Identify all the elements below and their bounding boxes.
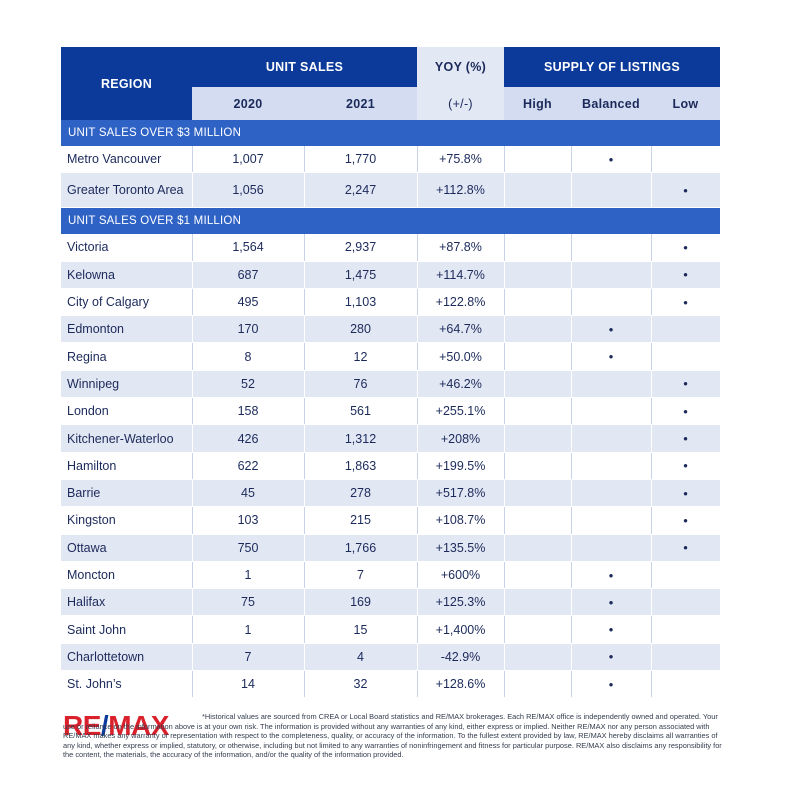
year-2021-header: 2021 [304,87,417,120]
table-row [61,480,720,507]
table-row [61,371,720,398]
supply-indicator-dot: • [608,622,614,638]
sales-2021-cell: 561 [350,404,371,419]
sales-2020-cell: 75 [241,595,255,610]
supply-low-cell [651,671,720,697]
region-cell: Greater Toronto Area [67,183,184,198]
region-cell: Saint John [67,622,127,637]
supply-low-cell [651,343,720,369]
yoy-cell: +50.0% [439,349,482,364]
supply-high-cell [504,398,571,424]
supply-low-cell [651,234,720,260]
logo-slash: / [100,710,109,741]
supply-balanced-cell [571,562,651,588]
supply-low-cell [651,316,720,342]
supply-high-cell [504,480,571,506]
yoy-cell: +1,400% [435,622,486,637]
supply-high-cell [504,671,571,697]
table-row [61,425,720,452]
region-cell: St. John’s [67,677,122,692]
table-row [61,453,720,480]
region-cell: Kingston [67,513,116,528]
low-header: Low [651,87,720,120]
yoy-cell: +64.7% [439,322,482,337]
supply-indicator-dot: • [683,267,688,283]
supply-high-cell [504,535,571,561]
supply-low-cell [651,146,720,172]
sales-2020-cell: 750 [237,540,259,555]
high-header: High [504,87,571,120]
sales-2020-cell: 426 [237,431,259,446]
balanced-header: Balanced [571,87,651,120]
region-cell: Metro Vancouver [67,152,162,167]
supply-low-cell [651,644,720,670]
supply-high-cell [504,262,571,288]
sales-2020-cell: 103 [237,513,259,528]
supply-balanced-cell [571,507,651,533]
yoy-cell: +517.8% [435,486,486,501]
sales-2020-cell: 8 [244,349,252,364]
yoy-cell: +108.7% [435,513,486,528]
sales-2020-cell: 622 [237,458,259,473]
supply-indicator-dot: • [608,594,614,610]
sales-2020-cell: 158 [237,404,259,419]
region-cell: Kitchener-Waterloo [67,431,174,446]
supply-high-cell [504,289,571,315]
yoy-cell: +255.1% [435,404,486,419]
supply-indicator-dot: • [683,376,688,392]
sales-2021-cell: 1,766 [344,540,377,555]
supply-high-cell [504,589,571,615]
table-row [61,262,720,289]
supply-low-cell [651,480,720,506]
sales-table [61,47,720,698]
yoy-cell: +199.5% [435,458,486,473]
sales-2020-cell: 170 [237,322,259,337]
supply-indicator-dot: • [683,512,688,528]
sales-2021-cell: 76 [353,376,368,391]
yoy-cell: +208% [440,431,481,446]
sales-2021-cell: 1,770 [344,152,377,167]
supply-low-cell [651,262,720,288]
table-row [61,398,720,425]
region-cell: Moncton [67,568,115,582]
sales-2021-cell: 7 [357,568,364,582]
logo-text-re: RE [63,710,101,741]
supply-low-cell [651,289,720,315]
sales-2021-cell: 1,475 [344,267,377,282]
supply-balanced-cell [571,234,651,260]
supply-low-cell [651,616,720,642]
supply-indicator-dot: • [683,403,688,419]
year-2020-header: 2020 [192,87,304,120]
supply-high-cell [504,146,571,172]
sales-2020-cell: 495 [237,295,259,310]
supply-indicator-dot: • [683,540,688,556]
supply-indicator-dot: • [608,321,614,337]
supply-balanced-cell [571,343,651,369]
logo-text-max: MAX [108,710,169,741]
supply-balanced-cell [571,480,651,506]
supply-indicator-dot: • [683,485,688,501]
sales-2020-cell: 1,564 [232,240,264,255]
supply-indicator-dot: • [608,349,614,365]
supply-high-cell [504,507,571,533]
supply-balanced-cell [571,371,651,397]
supply-high-cell [504,562,571,588]
table-row [61,562,720,589]
supply-balanced-cell [571,616,651,642]
yoy-header: YOY (%) [417,47,504,87]
disclaimer-text: *Historical values are sourced from CREA or Local Board statistics and RE/MAX brokerages. Each RE/MAX office is independently owned and operated. Your use or reliance on the information above is at your own risk. The information is provided without any warranties of any kind, either express or implied. Neither RE/MAX nor any person associated with RE/MAX makes any warranty or representation with respect to the completeness, quality, or accuracy of the information. To the fullest extent provided by law, RE/MAX hereby disclaims all warranties of any kind, whether express or implied, statutory, or otherwise, including but not limited to any warranties of noninfringement and fitness for particular purpose. RE/MAX also disclaims any responsibility for the content, the materials, the accuracy of the information, and/or the quality of the information provided. [63,712,722,760]
supply-balanced-cell [571,146,651,172]
supply-balanced-cell [571,289,651,315]
supply-indicator-dot: • [608,567,614,583]
supply-high-cell [504,343,571,369]
supply-balanced-cell [571,262,651,288]
supply-balanced-cell [571,589,651,615]
region-cell: Edmonton [67,322,124,337]
region-cell: Kelowna [67,267,115,282]
yoy-cell: +122.8% [435,295,486,310]
table-row [61,616,720,643]
yoy-cell: +114.7% [436,267,485,282]
region-cell: Barrie [67,486,101,501]
supply-balanced-cell [571,425,651,451]
sales-2020-cell: 52 [241,376,255,391]
table-row [61,507,720,534]
region-header: REGION [61,47,192,120]
supply-low-cell [651,507,720,533]
unit-sales-header: UNIT SALES [192,47,417,87]
region-cell: London [67,404,109,419]
table-row [61,535,720,562]
supply-high-cell [504,173,571,207]
yoy-cell: +112.8% [436,183,485,198]
supply-indicator-dot: • [683,182,688,198]
supply-low-cell [651,398,720,424]
region-cell: Hamilton [67,458,117,473]
region-cell: Charlottetown [67,649,145,664]
region-cell: Regina [67,349,107,364]
yoy-cell: +135.5% [435,540,486,555]
table-body [61,120,720,698]
supply-low-cell [651,173,720,207]
supply-high-cell [504,234,571,260]
section-header: UNIT SALES OVER $1 MILLION [61,208,720,234]
supply-balanced-cell [571,173,651,207]
sales-2021-cell: 1,103 [344,295,377,310]
yoy-cell: +600% [440,568,481,582]
table-header [61,47,720,120]
sales-2021-cell: 1,863 [344,458,377,473]
sales-2021-cell: 15 [353,622,368,637]
supply-balanced-cell [571,671,651,697]
supply-low-cell [651,425,720,451]
supply-high-cell [504,453,571,479]
supply-balanced-cell [571,316,651,342]
sales-2021-cell: 280 [350,322,371,337]
table-row [61,289,720,316]
yoy-sub-header: (+/-) [417,87,504,120]
sales-2020-cell: 1 [244,622,252,637]
sales-2021-cell: 278 [350,486,371,501]
yoy-cell: +125.3% [435,595,486,610]
sales-2020-cell: 14 [241,677,255,692]
supply-balanced-cell [571,453,651,479]
sales-2021-cell: 4 [357,649,364,664]
supply-indicator-dot: • [683,239,688,255]
supply-indicator-dot: • [683,458,688,474]
supply-low-cell [651,371,720,397]
table-row [61,146,720,173]
sales-2020-cell: 1,007 [232,152,264,167]
sales-2021-cell: 169 [350,595,371,610]
region-cell: Victoria [67,240,109,255]
supply-balanced-cell [571,398,651,424]
sales-2021-cell: 215 [350,513,371,528]
supply-indicator-dot: • [683,294,688,310]
supply-low-cell [651,562,720,588]
sales-2021-cell: 12 [353,349,368,364]
yoy-cell: +75.8% [439,152,482,167]
yoy-cell: +128.6% [435,677,486,692]
sales-2021-cell: 1,312 [344,431,377,446]
supply-high-cell [504,425,571,451]
supply-low-cell [651,453,720,479]
region-cell: Halifax [67,595,106,610]
supply-indicator-dot: • [608,649,614,665]
sales-2020-cell: 1,056 [232,183,264,198]
yoy-cell: +87.8% [439,240,482,255]
supply-high-cell [504,616,571,642]
supply-high-cell [504,644,571,670]
table-row [61,644,720,671]
region-cell: Winnipeg [67,376,120,391]
supply-indicator-dot: • [608,676,614,692]
region-cell: City of Calgary [67,295,149,310]
supply-indicator-dot: • [608,151,614,167]
table-row [61,234,720,261]
sales-2021-cell: 2,937 [344,240,377,255]
region-cell: Ottawa [67,540,107,555]
supply-low-cell [651,535,720,561]
sales-2021-cell: 2,247 [344,183,377,198]
supply-balanced-cell [571,535,651,561]
yoy-cell: +46.2% [439,376,482,391]
yoy-cell: -42.9% [440,649,481,664]
table-row [61,173,720,208]
table-row [61,343,720,370]
sales-2020-cell: 7 [244,649,252,664]
supply-balanced-cell [571,644,651,670]
table-row [61,589,720,616]
supply-high-cell [504,371,571,397]
supply-header: SUPPLY OF LISTINGS [504,47,720,87]
sales-2020-cell: 687 [237,267,259,282]
supply-indicator-dot: • [683,431,688,447]
table-row [61,671,720,698]
sales-2020-cell: 45 [241,486,255,501]
table-row [61,316,720,343]
supply-high-cell [504,316,571,342]
section-header: UNIT SALES OVER $3 MILLION [61,120,720,146]
supply-low-cell [651,589,720,615]
sales-2020-cell: 1 [244,568,252,582]
sales-2021-cell: 32 [353,677,368,692]
